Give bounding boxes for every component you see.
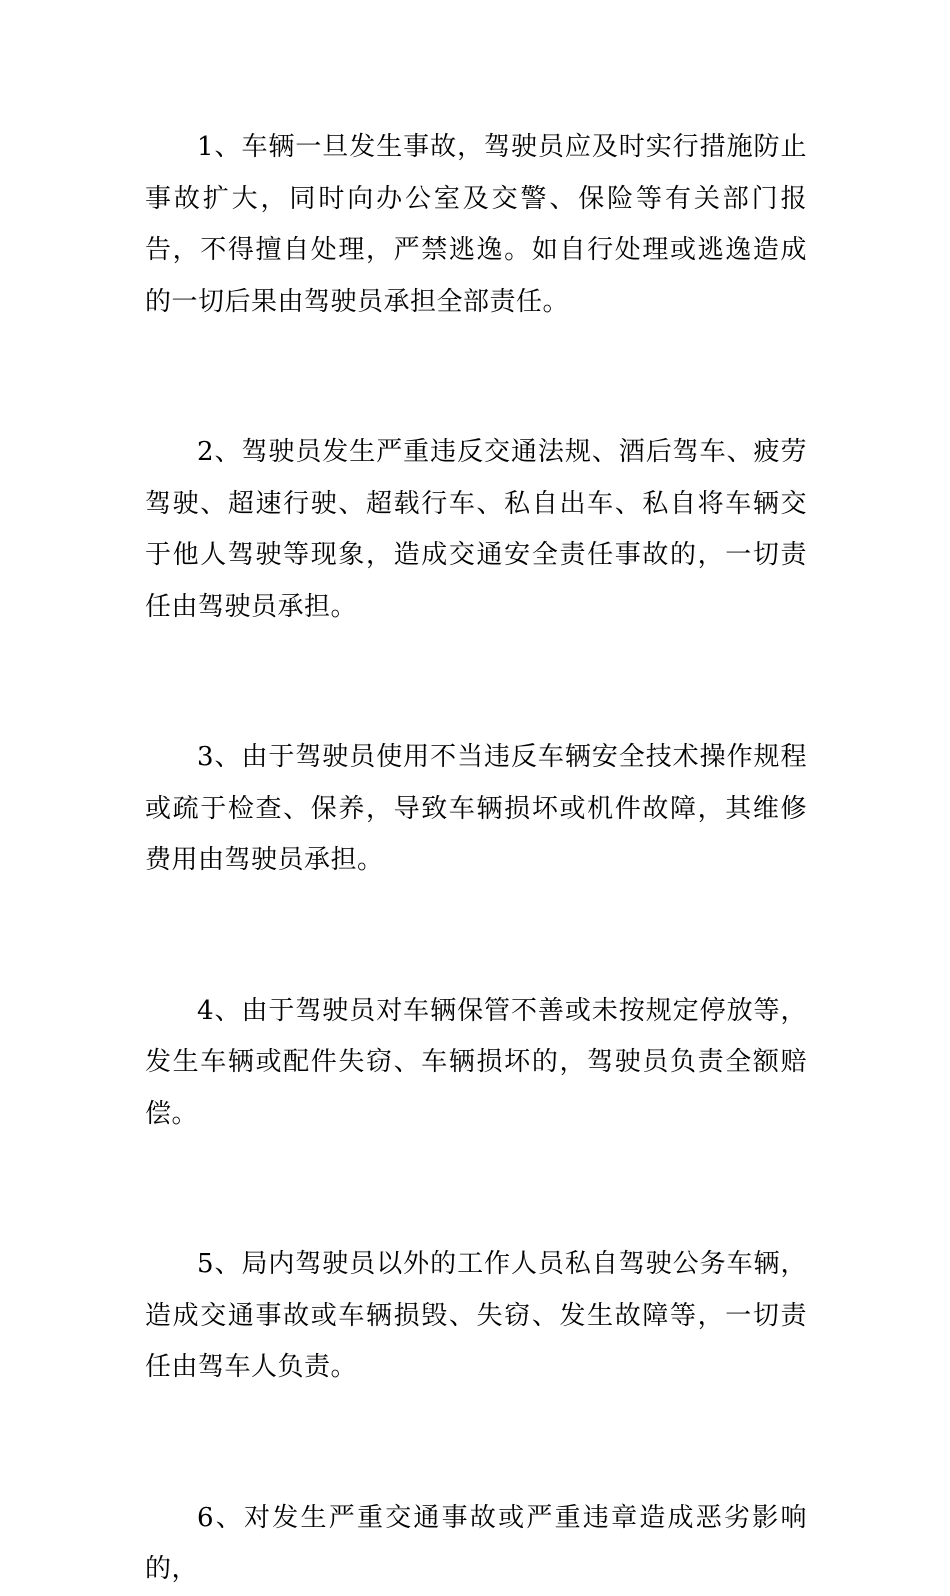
paragraph-2: 2、驾驶员发生严重违反交通法规、酒后驾车、疲劳驾驶、超速行驶、超载行车、私自出车、私自将车辆交于他人驾驶等现象，造成交通安全责任事故的，一切责任由驾驶员承担。 [145,437,807,622]
paragraph-6: 6、对发生严重交通事故或严重违章造成恶劣影响的， [145,1502,807,1584]
paragraph-5: 5、局内驾驶员以外的工作人员私自驾驶公务车辆，造成交通事故或车辆损毁、失窃、发生故障等，一切责任由驾车人负责。 [145,1249,807,1382]
paragraph-3: 3、由于驾驶员使用不当违反车辆安全技术操作规程或疏于检查、保养，导致车辆损坏或机件故障，其维修费用由驾驶员承担。 [145,742,807,875]
paragraph-4: 4、由于驾驶员对车辆保管不善或未按规定停放等，发生车辆或配件失窃、车辆损坏的，驾驶员负责全额赔偿。 [145,995,807,1129]
document-body [145,122,807,1596]
paragraph-1: 1、车辆一旦发生事故，驾驶员应及时实行措施防止事故扩大，同时向办公室及交警、保险等有关部门报告，不得擅自处理，严禁逃逸。如自行处理或逃逸造成的一切后果由驾驶员承担全部责任。 [145,132,807,317]
